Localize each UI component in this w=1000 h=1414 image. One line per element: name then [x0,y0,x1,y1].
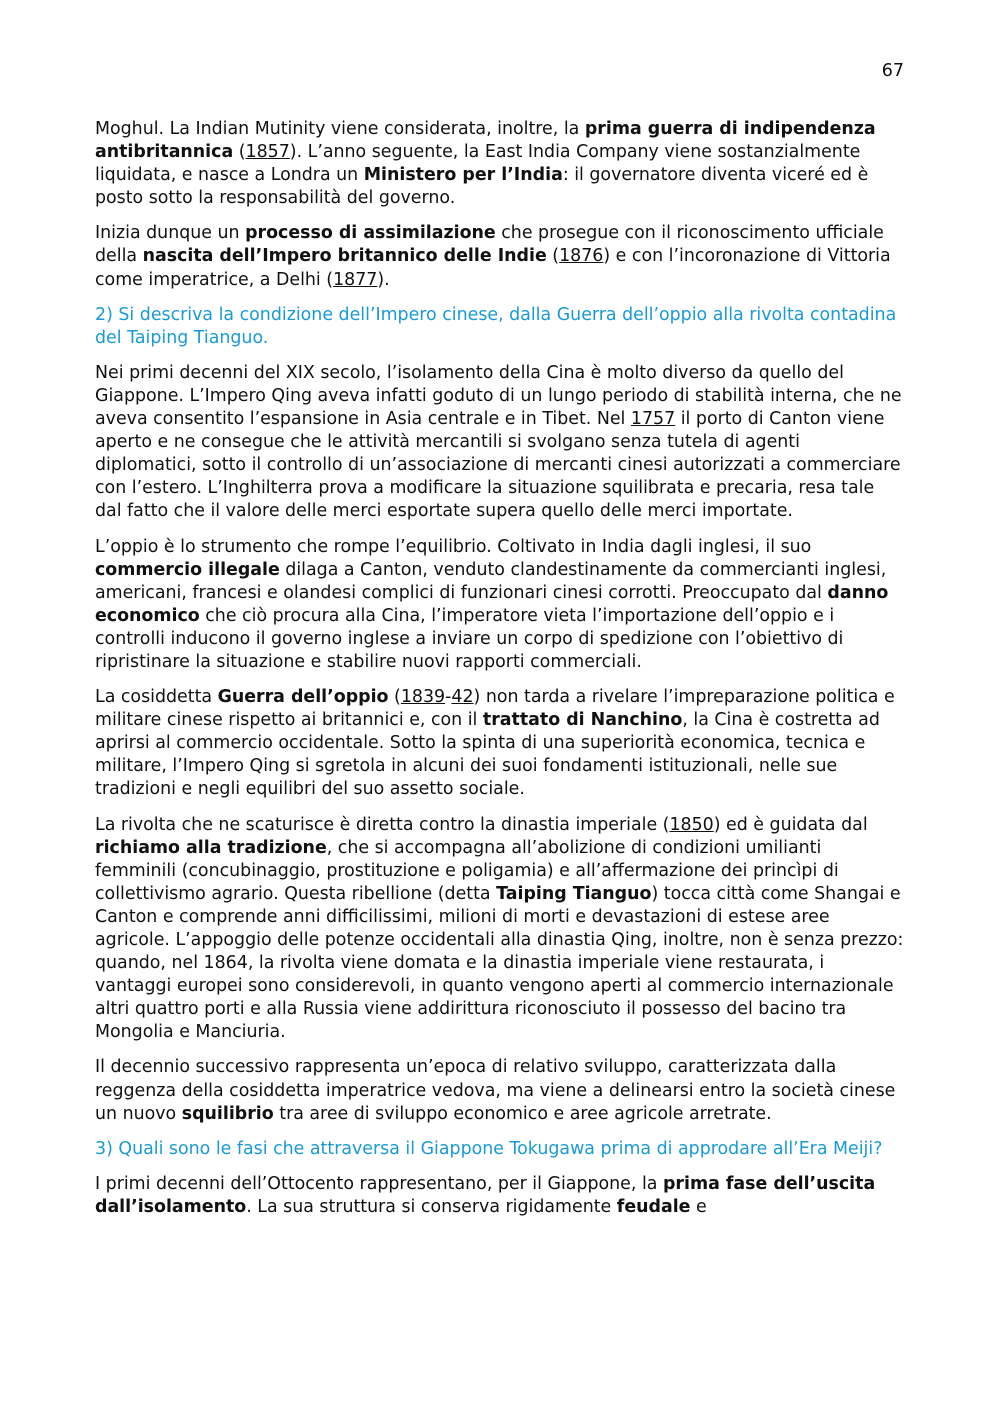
text-run: ) non tarda a rivelare l’impreparazione politica e militare cinese rispetto ai britannici e, con il [95,687,895,731]
bold-term: richiamo alla tradizione [95,837,327,858]
text-run: ) e con l’incoronazione di Vittoria come imperatrice, a Delhi ( [95,246,891,290]
bold-term: commercio illegale [95,559,280,580]
text-run: L’oppio è lo strumento che rompe l’equilibrio. Coltivato in India dagli inglesi, il suo [95,536,812,557]
paragraph [95,1173,905,1219]
bold-term: prima guerra di indipendenza antibritannica [95,119,876,163]
bold-term: Guerra dell’oppio [217,687,389,708]
paragraph [95,118,905,210]
text-run: e [690,1196,707,1217]
text-run: tra aree di sviluppo economico e aree agricole arretrate. [273,1103,772,1124]
text-run: : il governatore diventa viceré ed è posto sotto la responsabilità del governo. [95,165,869,209]
paragraph [95,222,905,291]
page-number: 67 [881,61,904,81]
text-run: che prosegue con il riconoscimento ufficiale della [95,223,884,267]
bold-term: feudale [616,1196,691,1217]
question-heading [95,1138,905,1161]
bold-term: trattato di Nanchino [482,710,683,731]
underlined-date: 1876 [559,246,604,267]
text-run: il porto di Canton viene aperto e ne consegue che le attività mercantili si svolgano senza tutela di agenti diplomatici, sotto il controllo di un’associazione di mercanti cinesi autorizzati a commerciare con l’estero. L’Inghilterra prova a modificare la situazione squilibrata e precaria, resa tale dal fatto che il valore delle merci esportate supera quello delle merci importate. [95,409,901,522]
bold-term: nascita dell’Impero britannico delle Indie [142,246,547,267]
text-run: ( [388,687,401,708]
question-heading [95,304,905,350]
text-run: che ciò procura alla Cina, l’imperatore vieta l’importazione dell’oppio e i controlli inducono il governo inglese a inviare un corpo di spedizione con l’obiettivo di ripristinare la situazione e stabilire nuovi rapporti commerciali. [95,605,844,672]
text-run: Inizia dunque un [95,223,246,244]
text-run: ). L’anno seguente, la East India Company viene sostanzialmente liquidata, e nasce a Londra un [95,142,861,186]
paragraph [95,1056,905,1125]
text-run: dilaga a Canton, venduto clandestinamente da commercianti inglesi, americani, francesi e olandesi complici di funzionari cinesi corrotti. Preoccupato dal [95,559,887,603]
bold-term: Taiping Tianguo [496,883,652,904]
text-run: 3) Quali sono le fasi che attraversa il Giappone Tokugawa prima di approdare all’Era Meiji? [95,1138,883,1159]
text-run: La cosiddetta [95,687,218,708]
text-run: , che si accompagna all’abolizione di condizioni umilianti femminili (concubinaggio, prostituzione e poligamia) e all’affermazione dei princìpi di collettivismo agrario. Questa ribellione (detta [95,837,839,904]
underlined-date: 42 [451,687,474,708]
bold-term: danno economico [95,582,889,626]
text-run: ) tocca città come Shangai e Canton e comprende anni difficilissimi, milioni di morti e devastazioni di estese aree agricole. L’appoggio delle potenze occidentali alla dinastia Qing, inoltre, non è senza prezzo: quando, nel 1864, la rivolta viene domata e la dinastia imperiale viene restaurata, i vantaggi europei sono considerevoli, in quanto vengono aperti al commercio internazionale altri quattro porti e alla Russia viene addirittura riconosciuto il possesso del bacino tra Mongolia e Manciuria. [95,883,904,1043]
text-run: , la Cina è costretta ad aprirsi al commercio occidentale. Sotto la spinta di una superiorità economica, tecnica e militare, l’Impero Qing si sgretola in alcuni dei suoi fondamenti istituzionali, nelle sue tradizioni e negli equilibri del suo assetto sociale. [95,710,880,800]
underlined-date: 1857 [245,142,290,163]
paragraph [95,686,905,801]
text-run: . La sua struttura si conserva rigidamente [246,1196,617,1217]
text-run: I primi decenni dell’Ottocento rappresentano, per il Giappone, la [95,1173,663,1194]
text-run: - [445,687,452,708]
bold-term: Ministero per l’India [363,165,563,186]
text-run: ) ed è guidata dal [713,814,868,835]
text-run: ( [233,142,246,163]
text-run: ( [546,246,560,267]
text-run: 2) Si descriva la condizione dell’Impero cinese, dalla Guerra dell’oppio alla rivolta contadina del Taiping Tianguo. [95,304,897,348]
underlined-date: 1757 [630,409,676,430]
paragraph [95,362,905,524]
text-run: ). [377,269,390,290]
text-run: Moghul. La Indian Mutinity viene considerata, inoltre, la [95,119,585,139]
bold-term: processo di assimilazione [245,223,496,244]
underlined-date: 1850 [669,814,714,835]
text-run: Il decennio successivo rappresenta un’epoca di relativo sviluppo, caratterizzata dalla reggenza della cosiddetta imperatrice vedova, ma viene a delinearsi entro la società cinese un nuovo [95,1057,896,1124]
underlined-date: 1839 [400,687,446,708]
paragraph [95,536,905,675]
paragraph [95,814,905,1045]
bold-term: squilibrio [181,1103,274,1124]
text-run: Nei primi decenni del XIX secolo, l’isolamento della Cina è molto diverso da quello del Giappone. L’Impero Qing aveva infatti goduto di un lungo periodo di stabilità interna, che ne aveva consentito l’espansione in Asia centrale e in Tibet. Nel [95,362,902,430]
document-body [95,118,905,1231]
text-run: La rivolta che ne scaturisce è diretta contro la dinastia imperiale ( [95,814,670,835]
bold-term: prima fase dell’uscita dall’isolamento [95,1173,876,1217]
underlined-date: 1877 [333,269,378,290]
